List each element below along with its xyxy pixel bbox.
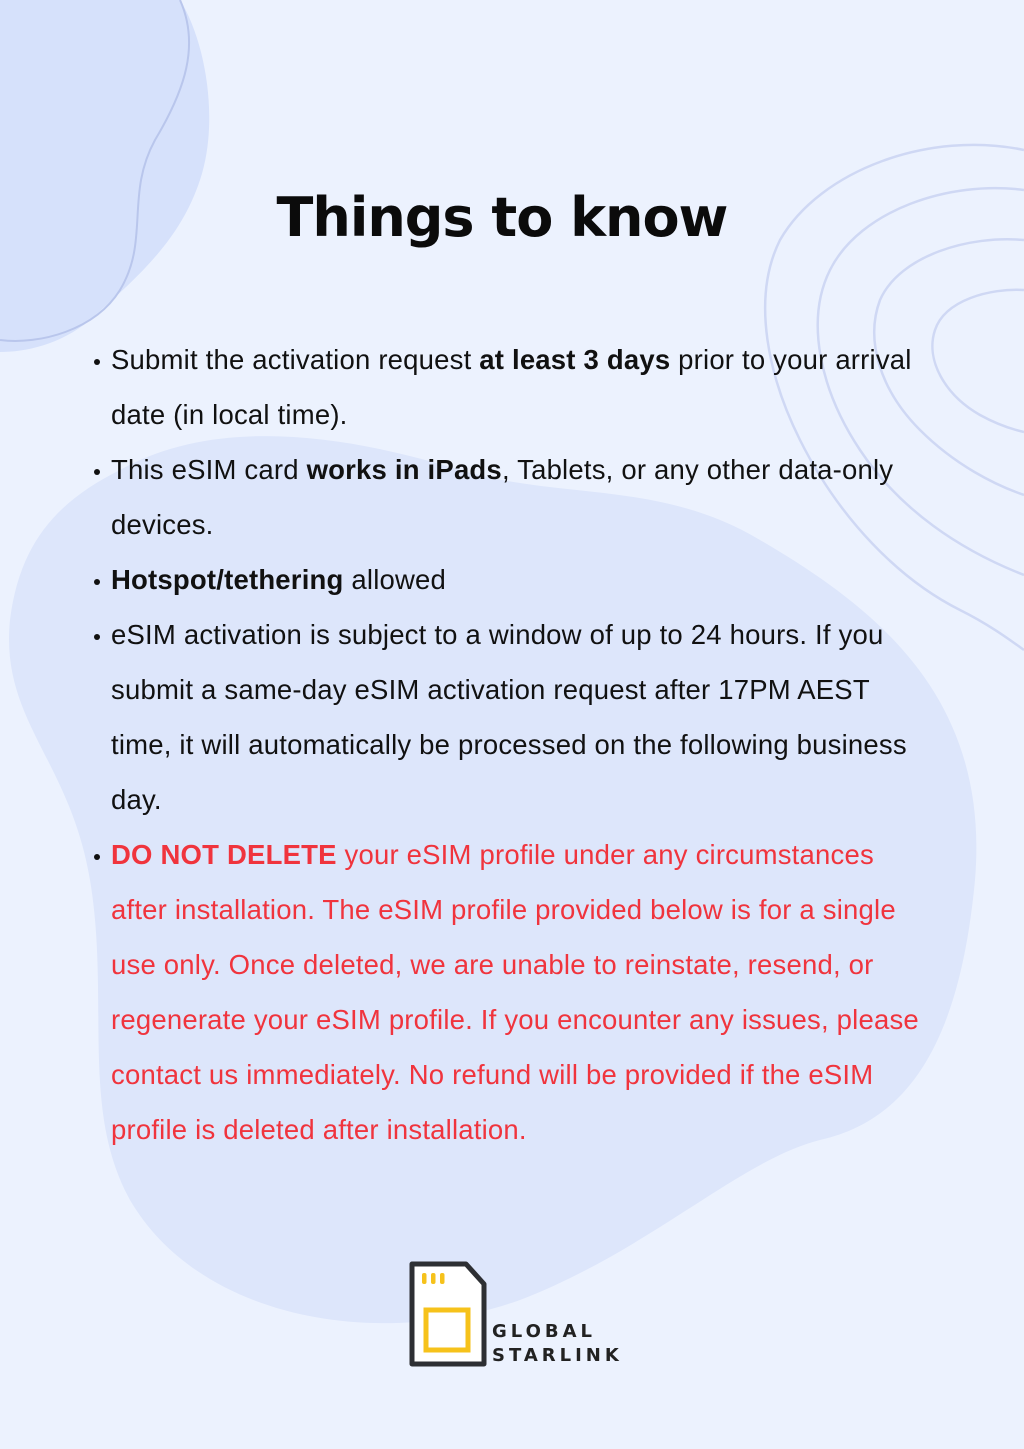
info-list: [90, 332, 920, 1157]
logo-text-line1: GLOBAL: [492, 1321, 597, 1342]
list-item-ipad-support: This eSIM card works in iPads, Tablets, or any other data-only devices.: [90, 442, 920, 552]
top-left-blob: [0, 0, 209, 352]
logo-text-line2: STARLINK: [492, 1345, 623, 1366]
list-item-activation-window: eSIM activation is subject to a window of up to 24 hours. If you submit a same-day eSIM activation request after 17PM AEST time, it will automatically be processed on the following business day.: [90, 607, 920, 827]
list-item-activation-request: Submit the activation request at least 3 days prior to your arrival date (in local time).: [90, 332, 920, 442]
page-title: Things to know: [276, 186, 728, 249]
list-item-do-not-delete-warning: DO NOT DELETE your eSIM profile under any circumstances after installation. The eSIM profile provided below is for a single use only. Once deleted, we are unable to reinstate, resend, or regenerate your eSIM profile. If you encounter any issues, please contact us immediately. No refund will be provided if the eSIM profile is deleted after installation.: [90, 827, 920, 1157]
sim-card-icon: [412, 1264, 484, 1364]
list-item-hotspot: Hotspot/tethering allowed: [90, 552, 920, 607]
